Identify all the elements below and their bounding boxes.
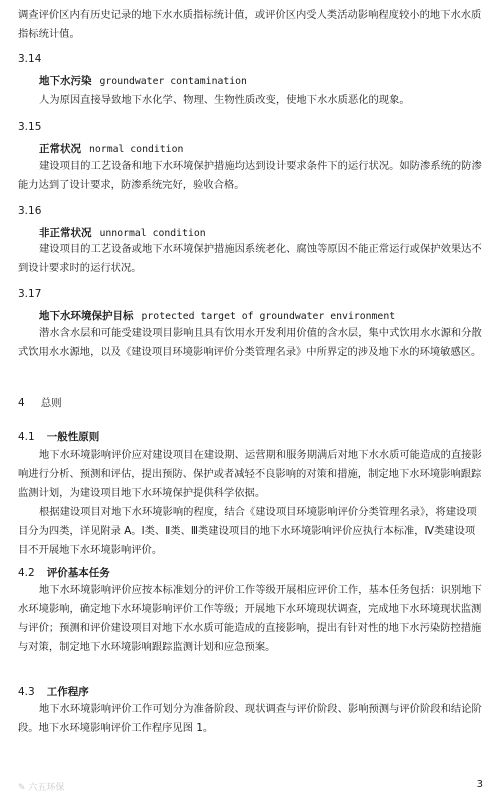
definition-3-17: 潜水含水层和可能受建设项目影响且具有饮用水开发利用价值的含水层，集中式饮用水水源和分散式饮用水水源地，以及《建设项目环境影响评价分类管理名录》中所界定的涉及地下水的环境敏感区。	[18, 327, 482, 358]
intro-paragraph: 调查评价区内有历史记录的地下水水质指标统计值，或评价区内受人类活动影响程度较小的地下水水质指标统计值。	[18, 9, 482, 40]
term-en-3-16: unnormal condition	[99, 228, 206, 239]
term-cn-3-15: 正常状况	[39, 143, 81, 155]
paragraph-4-1-b: 根据建设项目对地下水环境影响的程度，结合《建设项目环境影响评价分类管理名录》，将建设项目分为四类，详见附录 A。Ⅰ类、Ⅱ类、Ⅲ类建设项目的地下水环境影响评价应执行本标准，Ⅳ类建设项目不开展地下水环境影响评价。	[18, 506, 477, 556]
page-number: 3	[476, 779, 483, 790]
term-3-16	[39, 226, 206, 241]
definition-3-15: 建设项目的工艺设备和地下水环境保护措施均达到设计要求条件下的运行状况。如防渗系统的防渗能力达到了设计要求，防渗系统完好，验收合格。	[18, 160, 482, 191]
paragraph-4-2: 地下水环境影响评价应按本标准划分的评价工作等级开展相应评价工作，基本任务包括：识别地下水环境影响，确定地下水环境影响评价工作等级；开展地下水环境现状调查，完成地下水环境现状监测与评价；预测和评价建设项目对地下水水质可能造成的直接影响，提出有针对性的地下水污染防控措施与对策，制定地下水环境影响跟踪监测计划和应急预案。	[18, 584, 482, 653]
chapter-heading-4	[18, 396, 62, 410]
heading-4-2-number: 4.2	[18, 567, 35, 579]
definition-3-14: 人为原因直接导致地下水化学、物理、生物性质改变，使地下水水质恶化的现象。	[39, 94, 410, 106]
paragraph-4-3: 地下水环境影响评价工作可划分为准备阶段、现状调查与评价阶段、影响预测与评价阶段和结论阶段。地下水环境影响评价工作程序见图 1。	[18, 703, 482, 734]
term-en-3-14: groundwater contamination	[99, 76, 247, 87]
heading-4-1-number: 4.1	[18, 431, 35, 443]
watermark-logo: ✎ 六五环保	[18, 783, 65, 793]
paragraph-4-1-a: 地下水环境影响评价应对建设项目在建设期、运营期和服务期满后对地下水水质可能造成的直接影响进行分析、预测和评估，提出预防、保护或者减轻不良影响的对策和措施，制定地下水环境影响跟踪监测计划，为建设项目地下水环境保护提供科学依据。	[18, 449, 482, 499]
section-number-3-17: 3.17	[18, 288, 42, 300]
section-number-3-15: 3.15	[18, 121, 42, 133]
heading-4-1	[18, 430, 99, 444]
term-en-3-17: protected target of groundwater environment	[141, 311, 396, 322]
chapter-number: 4	[18, 397, 25, 409]
term-cn-3-14: 地下水污染	[39, 75, 92, 87]
term-3-14	[39, 74, 247, 89]
term-cn-3-17: 地下水环境保护目标	[39, 310, 134, 322]
definition-3-16: 建设项目的工艺设备或地下水环境保护措施因系统老化、腐蚀等原因不能正常运行或保护效果达不到设计要求时的运行状况。	[18, 243, 482, 274]
term-en-3-15: normal condition	[89, 144, 184, 155]
term-3-15	[39, 142, 183, 157]
term-cn-3-16: 非正常状况	[39, 227, 92, 239]
heading-4-3-number: 4.3	[18, 686, 35, 698]
heading-4-3	[18, 685, 89, 699]
chapter-title: 总则	[40, 397, 62, 409]
term-3-17	[39, 309, 395, 324]
heading-4-2	[18, 566, 110, 580]
heading-4-2-title: 评价基本任务	[46, 567, 110, 579]
heading-4-1-title: 一般性原则	[46, 431, 100, 443]
section-number-3-14: 3.14	[18, 53, 42, 65]
heading-4-3-title: 工作程序	[46, 686, 89, 698]
section-number-3-16: 3.16	[18, 205, 42, 217]
